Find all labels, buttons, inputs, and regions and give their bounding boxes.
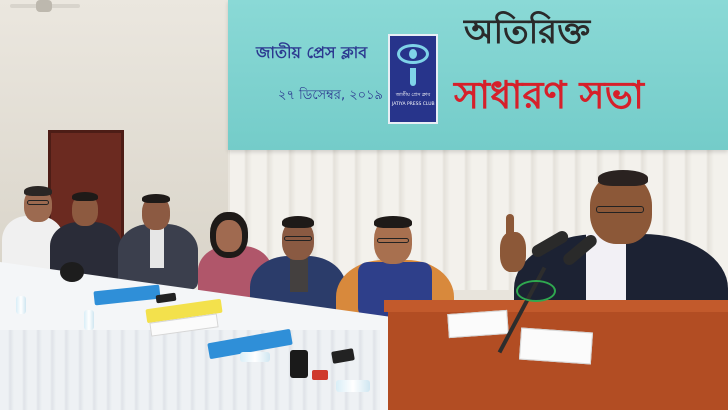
person-5-hair [282, 216, 314, 228]
banner-date: ২৭ ডিসেম্বর, ২০১৯ [278, 88, 383, 103]
fan-hub [36, 0, 52, 12]
person-6-hair [374, 216, 412, 228]
speaker-raised-hand [500, 232, 526, 272]
press-club-logo [388, 34, 438, 124]
banner-title-line1: অতিরিক্ত [464, 12, 591, 52]
speaker-glasses [596, 206, 644, 213]
table-microphone-icon [60, 262, 84, 282]
banner-title-line2: সাধারণ সভা [454, 73, 644, 117]
person-6-glasses [377, 238, 409, 243]
mic-cable [516, 280, 556, 302]
podium-top-edge [384, 300, 728, 312]
speaker-hair [598, 170, 648, 186]
person-4-head [216, 220, 242, 252]
person-3-shirt [150, 228, 164, 268]
person-5-scarf [290, 258, 308, 292]
speech-paper [519, 328, 593, 365]
water-bottle [84, 310, 94, 330]
person-3 [116, 194, 200, 290]
logo-pupil [409, 49, 417, 59]
speech-paper [447, 310, 509, 338]
ceiling-fan [0, 0, 90, 12]
person-2 [46, 192, 126, 282]
red-item [312, 370, 328, 380]
logo-pen-nib-icon [410, 68, 416, 86]
water-bottle [240, 352, 270, 362]
pen-holder [290, 350, 308, 378]
person-3-hair [142, 194, 170, 203]
person-2-hair [72, 192, 98, 201]
water-bottle [16, 296, 26, 314]
event-banner [228, 0, 728, 150]
water-bottle [336, 380, 370, 392]
banner-club-name: জাতীয় প্রেস ক্লাব [256, 43, 368, 62]
person-5-glasses [284, 236, 312, 241]
speaker-raised-finger [506, 214, 514, 238]
logo-text-bengali: জাতীয় প্রেস ক্লাব [395, 92, 431, 98]
logo-text-english: JATIYA PRESS CLUB [392, 102, 435, 107]
